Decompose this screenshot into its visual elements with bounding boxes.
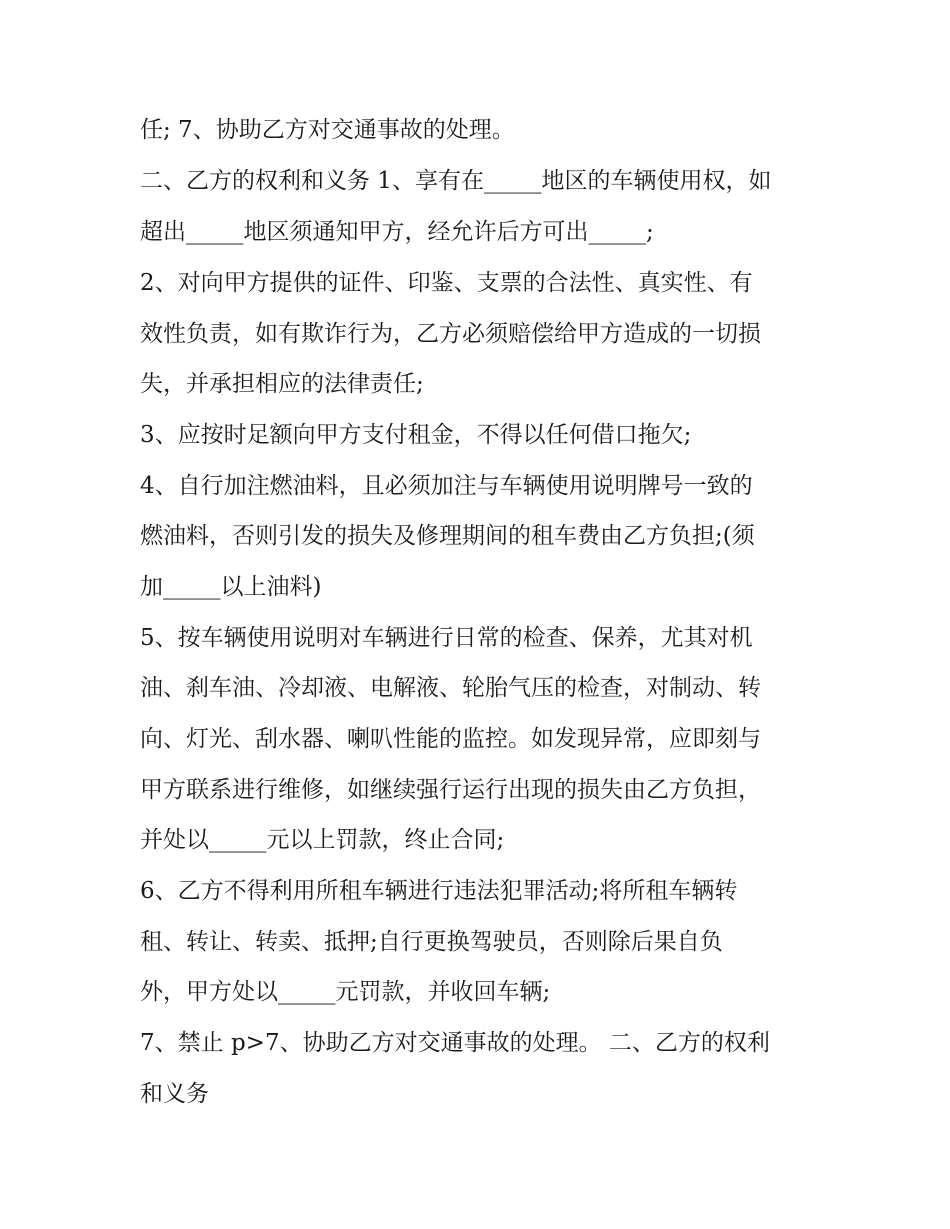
- text-line: 外，甲方处以_____元罚款，并收回车辆;: [140, 979, 551, 1005]
- text-line: 和义务: [140, 1081, 209, 1107]
- text-line: 超出_____地区须通知甲方，经允许后方可出_____;: [140, 219, 654, 245]
- text-line: 效性负责，如有欺诈行为，乙方必须赔偿给甲方造成的一切损: [140, 321, 761, 347]
- text-line: 加_____以上油料): [140, 574, 322, 600]
- text-line: 6、乙方不得利用所租车辆进行违法犯罪活动;将所租车辆转: [140, 878, 738, 904]
- text-line: 油、刹车油、冷却液、电解液、轮胎气压的检查，对制动、转: [140, 675, 761, 701]
- text-line: 任; 7、协助乙方对交通事故的处理。: [140, 117, 515, 143]
- text-line: 7、禁止 p>7、协助乙方对交通事故的处理。 二、乙方的权利: [140, 1030, 770, 1056]
- text-line: 甲方联系进行维修，如继续强行运行出现的损失由乙方负担，: [140, 777, 761, 803]
- text-line: 3、应按时足额向甲方支付租金，不得以任何借口拖欠;: [140, 422, 692, 448]
- text-line: 4、自行加注燃油料，且必须加注与车辆使用说明牌号一致的: [140, 473, 753, 499]
- text-line: 租、转让、转卖、抵押;自行更换驾驶员，否则除后果自负: [140, 929, 723, 955]
- text-line: 并处以_____元以上罚款，终止合同;: [140, 827, 505, 853]
- text-line: 失，并承担相应的法律责任;: [140, 371, 424, 397]
- text-line: 二、乙方的权利和义务 1、享有在_____地区的车辆使用权，如: [140, 168, 772, 194]
- text-line: 2、对向甲方提供的证件、印鉴、支票的合法性、真实性、有: [140, 270, 753, 296]
- text-line: 5、按车辆使用说明对车辆进行日常的检查、保养，尤其对机: [140, 625, 753, 651]
- text-line: 燃油料，否则引发的损失及修理期间的租车费由乙方负担;(须: [140, 523, 755, 549]
- text-line: 向、灯光、刮水器、喇叭性能的监控。如发现异常，应即刻与: [140, 726, 761, 752]
